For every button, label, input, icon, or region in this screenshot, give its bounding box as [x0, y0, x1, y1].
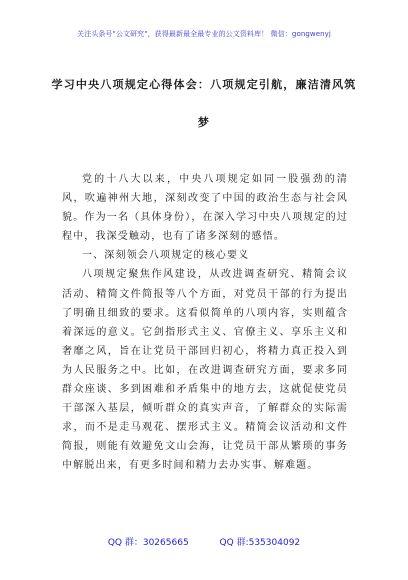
footer: [0, 535, 408, 548]
title-line-2: 梦: [197, 116, 211, 129]
title-line-1: 学习中央八项规定心得体会：八项规定引航，廉洁清风筑: [51, 78, 357, 91]
paragraph-intro: 党的十八大以来，中央八项规定如同一股强劲的清风，吹遍神州大地，深刻改变了中国的政治生态与社会风貌。作为一名（具体身份），在深入学习中央八项规定的过程中，我深受触动，也有了诸多深刻的感悟。: [62, 174, 348, 243]
header-notice: 关注头条号"公文研究"，获得最新最全最专业的公文资料库！ 微信：gongwenyj: [77, 30, 331, 38]
section-heading: 一、深刻领会八项规定的核心要义: [82, 250, 250, 262]
document-body: [62, 170, 348, 476]
footer-qq-group-1: QQ 群：30265665: [107, 538, 189, 548]
footer-qq-group-2: QQ 群:535304092: [219, 538, 301, 548]
document-title: [28, 66, 380, 142]
paragraph-main: 八项规定聚焦作风建设，从改进调查研究、精简会议活动、精简文件简报等八个方面，对党员干部的行为提出了明确且细致的要求。这看似简单的八项内容，实则蕴含着深远的意义。它剑指形式主义、官僚主义、享乐主义和奢靡之风，旨在让党员干部回归初心，将精力真正投入到为人民服务之中。比如，在改进调查研究方面，要求多同群众座谈、多到困难和矛盾集中的地方去，这就促使党员干部深入基层，倾听群众的真实声音，了解群众的实际需求，而不是走马观花、摆形式主义。精简会议活动和文件简报，则能有效避免文山会海，让党员干部从繁琐的事务中解脱出来，有更多时间和精力去办实事、解难题。: [62, 269, 348, 472]
